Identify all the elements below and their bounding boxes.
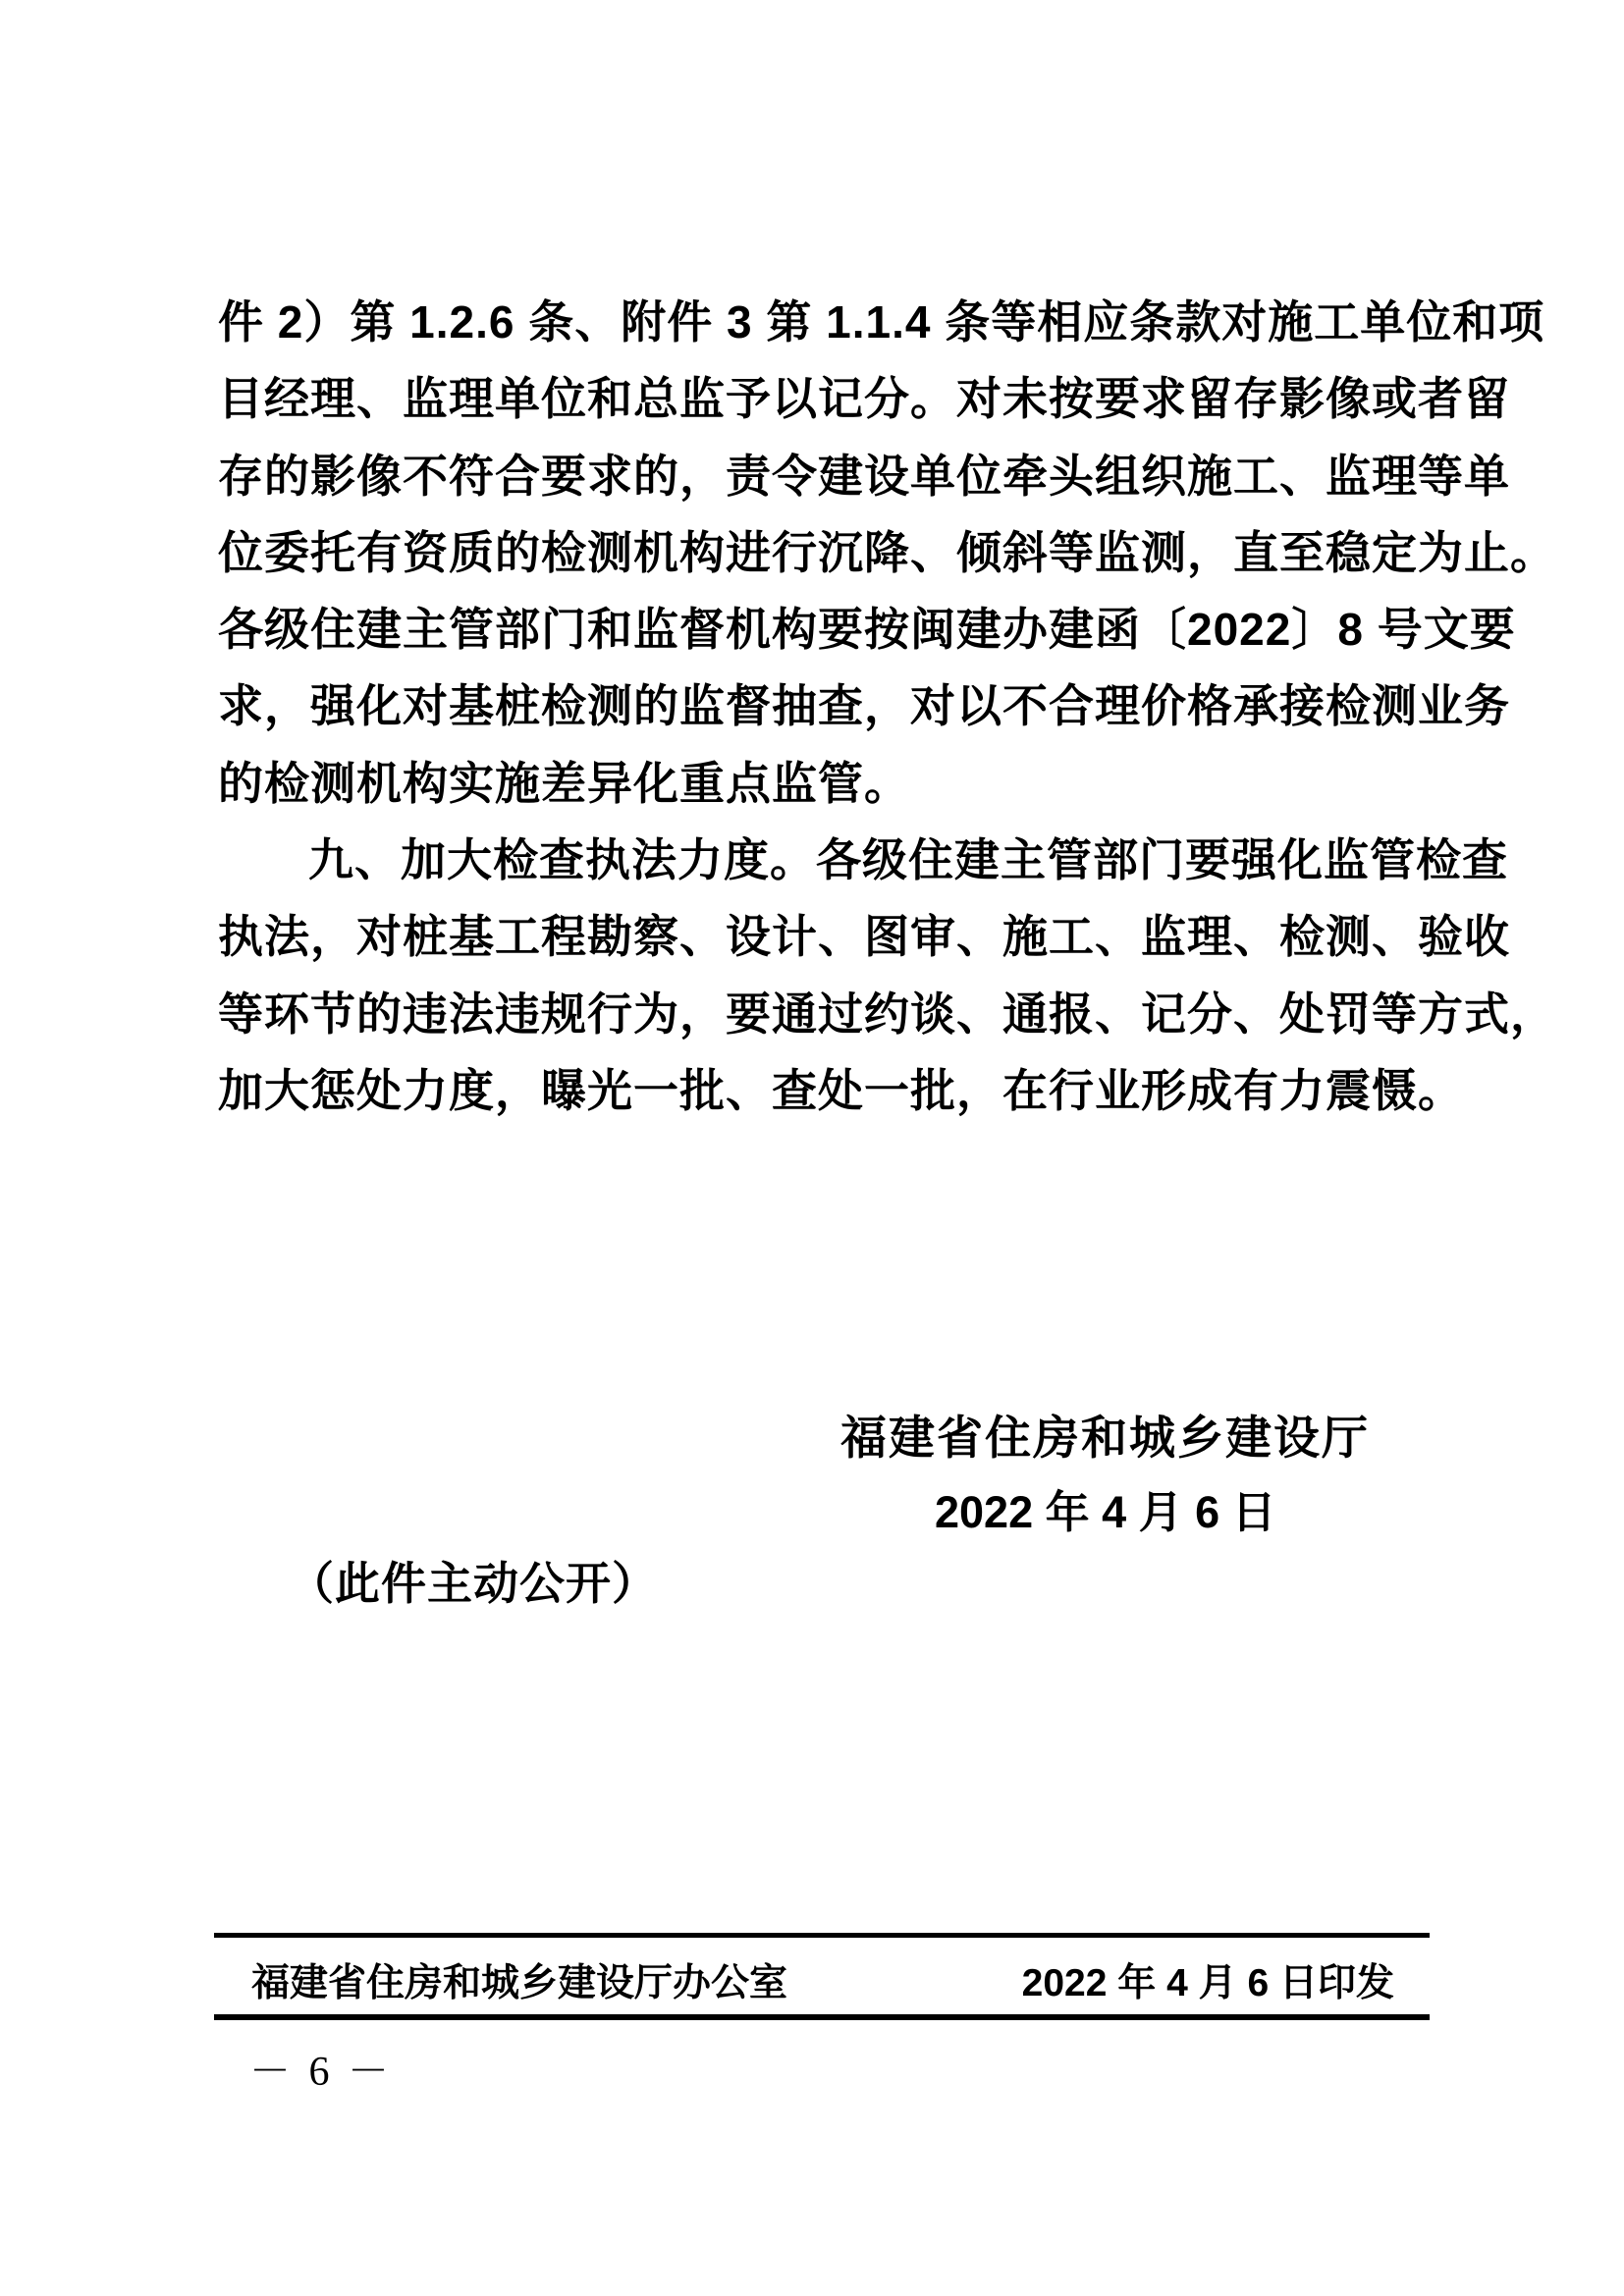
body-line: 目经理、监理单位和总监予以记分。对未按要求留存影像或者留 (218, 373, 1510, 425)
body-line: 位委托有资质的检测机构进行沉降、倾斜等监测，直至稳定为止。 (218, 526, 1556, 578)
signature-department: 福建省住房和城乡建设厅 (840, 1412, 1370, 1464)
signature-date: 2022 年 4 月 6 日 (935, 1487, 1276, 1537)
body-line: 加大惩处力度，曝光一批、查处一批，在行业形成有力震慑。 (218, 1064, 1464, 1116)
body-line: 等环节的违法违规行为，要通过约谈、通报、记分、处罚等方式， (218, 988, 1556, 1040)
footer-rule-top (214, 1933, 1430, 1938)
paragraph-2 (218, 822, 1556, 1129)
body-line: 存的影像不符合要求的，责令建设单位牵头组织施工、监理等单 (218, 450, 1510, 502)
footer-office: 福建省住房和城乡建设厅办公室 (251, 1962, 788, 2004)
paragraph-1 (218, 284, 1556, 822)
body-line: 求，强化对基桩检测的监督抽查，对以不合理价格承接检测业务 (218, 680, 1510, 732)
body-line: 的检测机构实施差异化重点监管。 (218, 757, 910, 809)
footer-colophon (214, 1951, 1430, 2008)
document-body (218, 284, 1556, 1129)
body-line: 件 2）第 1.2.6 条、附件 3 第 1.1.4 条等相应条款对施工单位和项 (218, 296, 1545, 347)
body-line: 执法，对桩基工程勘察、设计、图审、施工、监理、检测、验收 (218, 911, 1510, 963)
footer-print-date: 2022 年 4 月 6 日印发 (1021, 1962, 1394, 2004)
disclosure-note: （此件主动公开） (289, 1558, 658, 1609)
body-line: 各级住建主管部门和监督机构要按闽建办建函〔2022〕8 号文要 (218, 604, 1516, 656)
page-number: － 6 － (249, 2050, 394, 2095)
footer-rule-bottom (214, 2014, 1430, 2020)
body-line: 九、加大检查执法力度。各级住建主管部门要强化监管检查 (308, 834, 1508, 886)
